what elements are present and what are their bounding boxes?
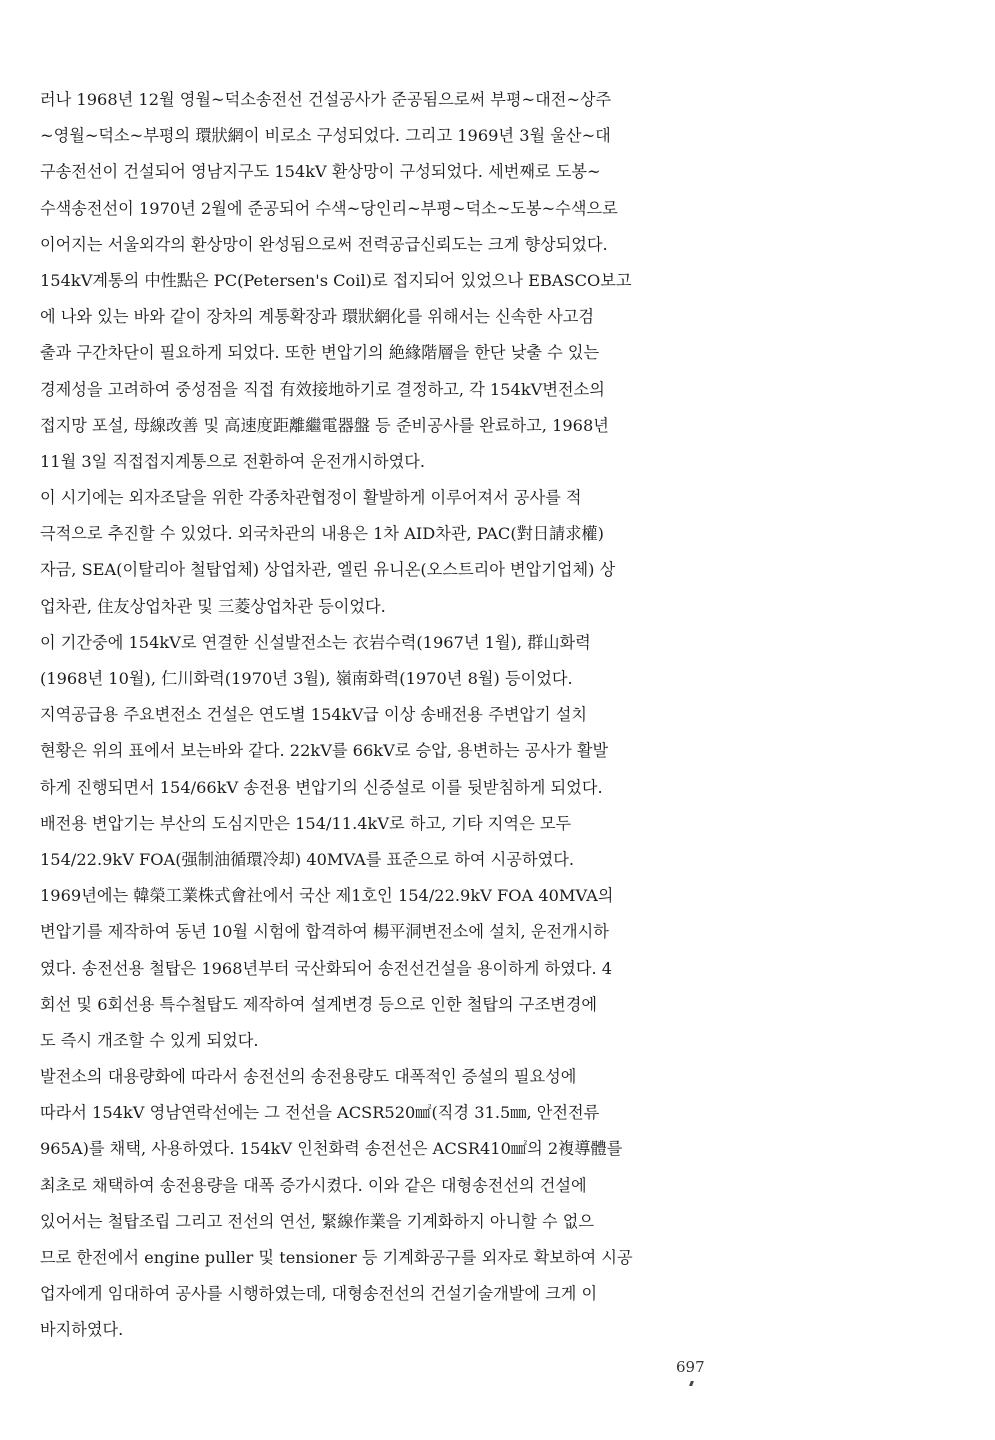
text-line: 배전용 변압기는 부산의 도심지만은 154/11.4kV로 하고, 기타 지역은 모두 (40, 813, 572, 833)
text-line: 자금, SEA(이탈리아 철탑업체) 상업차관, 엘린 유니온(오스트리아 변압기업체) 상 (40, 560, 616, 580)
text-line: 업차관, 住友상업차관 및 三菱상업차관 등이었다. (40, 596, 386, 616)
text-line: 따라서 154kV 영남연락선에는 그 전선을 ACSR520㎟(직경 31.5㎜, 안전전류 (40, 1103, 600, 1123)
text-line: (1968년 10월), 仁川화력(1970년 3월), 嶺南화력(1970년 8월) 등이었다. (40, 669, 573, 688)
text-line: 이 시기에는 외자조달을 위한 각종차관협정이 활발하게 이루어져서 공사를 적 (40, 488, 582, 508)
text-line: 극적으로 추진할 수 있었다. 외국차관의 내용은 1차 AID차관, PAC(對日請求權) (40, 524, 604, 544)
text-line: 이 기간중에 154kV로 연결한 신설발전소는 衣岩수력(1967년 1월), 群山화력 (40, 632, 591, 652)
text-line: 였다. 송전선용 철탑은 1968년부터 국산화되어 송전선건설을 용이하게 하였다. 4 (40, 958, 613, 978)
text-line: 11월 3일 직접접지계통으로 전환하여 운전개시하였다. (40, 451, 426, 471)
text-line: 바지하였다. (40, 1320, 124, 1340)
text-line: 경제성을 고려하여 중성점을 직접 有效接地하기로 결정하고, 각 154kV변전소의 (40, 379, 605, 399)
text-line: 변압기를 제작하여 동년 10월 시험에 합격하여 楊平洞변전소에 설치, 운전개시하 (40, 922, 609, 942)
text-line: 도 즉시 개조할 수 있게 되었다. (40, 1030, 259, 1050)
text-line: 1969년에는 韓榮工業株式會社에서 국산 제1호인 154/22.9kV FOA 40MVA의 (40, 886, 614, 906)
ink-mark (689, 1381, 694, 1386)
text-line: 러나 1968년 12월 영월~덕소송전선 건설공사가 준공됨으로써 부평~대전~상주 (40, 90, 612, 109)
text-line: 수색송전선이 1970년 2월에 준공되어 수색~당인리~부평~덕소~도봉~수색으로 (40, 198, 618, 218)
text-line: 965A)를 채택, 사용하였다. 154kV 인천화력 송전선은 ACSR410㎟의 2複導體를 (40, 1139, 623, 1159)
body-text (40, 82, 712, 1349)
page-number: 697 (676, 1358, 705, 1376)
text-line: 출과 구간차단이 필요하게 되었다. 또한 변압기의 絶緣階層을 한단 낮출 수 있는 (40, 343, 600, 363)
text-line: 최초로 채택하여 송전용량을 대폭 증가시켰다. 이와 같은 대형송전선의 건설에 (40, 1175, 587, 1195)
text-line: 접지망 포설, 母線改善 및 高速度距離繼電器盤 등 준비공사를 완료하고, 1968년 (40, 415, 609, 435)
text-line: 에 나와 있는 바와 같이 장차의 계통확장과 環狀網化를 위해서는 신속한 사고검 (40, 307, 595, 327)
text-line: 있어서는 철탑조립 그리고 전선의 연선, 緊線作業을 기계화하지 아니할 수 없으 (40, 1211, 595, 1231)
text-line: 154/22.9kV FOA(强制油循環冷却) 40MVA를 표준으로 하여 시공하였다. (40, 849, 574, 869)
text-line: 이어지는 서울외각의 환상망이 완성됨으로써 전력공급신뢰도는 크게 향상되었다. (40, 234, 608, 254)
text-line: ~영월~덕소~부평의 環狀網이 비로소 구성되었다. 그리고 1969년 3월 울산~대 (40, 126, 611, 146)
text-line: 현황은 위의 표에서 보는바와 같다. 22kV를 66kV로 승압, 용변하는 공사가 활발 (40, 741, 609, 761)
text-line: 구송전선이 건설되어 영남지구도 154kV 환상망이 구성되었다. 세번째로 도봉~ (40, 162, 601, 182)
text-line: 회선 및 6회선용 특수철탑도 제작하여 설계변경 등으로 인한 철탑의 구조변경에 (40, 994, 597, 1014)
text-line: 154kV계통의 中性點은 PC(Petersen's Coil)로 접지되어 있었으나 EBASCO보고 (40, 270, 632, 290)
text-line: 지역공급용 주요변전소 건설은 연도별 154kV급 이상 송배전용 주변압기 설치 (40, 705, 588, 725)
text-line: 업자에게 임대하여 공사를 시행하였는데, 대형송전선의 건설기술개발에 크게 이 (40, 1284, 598, 1304)
text-line: 발전소의 대용량화에 따라서 송전선의 송전용량도 대폭적인 증설의 필요성에 (40, 1067, 577, 1087)
text-line: 므로 한전에서 engine puller 및 tensioner 등 기계화공구를 외자로 확보하여 시공 (40, 1248, 633, 1267)
text-line: 하게 진행되면서 154/66kV 송전용 변압기의 신증설로 이를 뒷받침하게 되었다. (40, 777, 603, 797)
